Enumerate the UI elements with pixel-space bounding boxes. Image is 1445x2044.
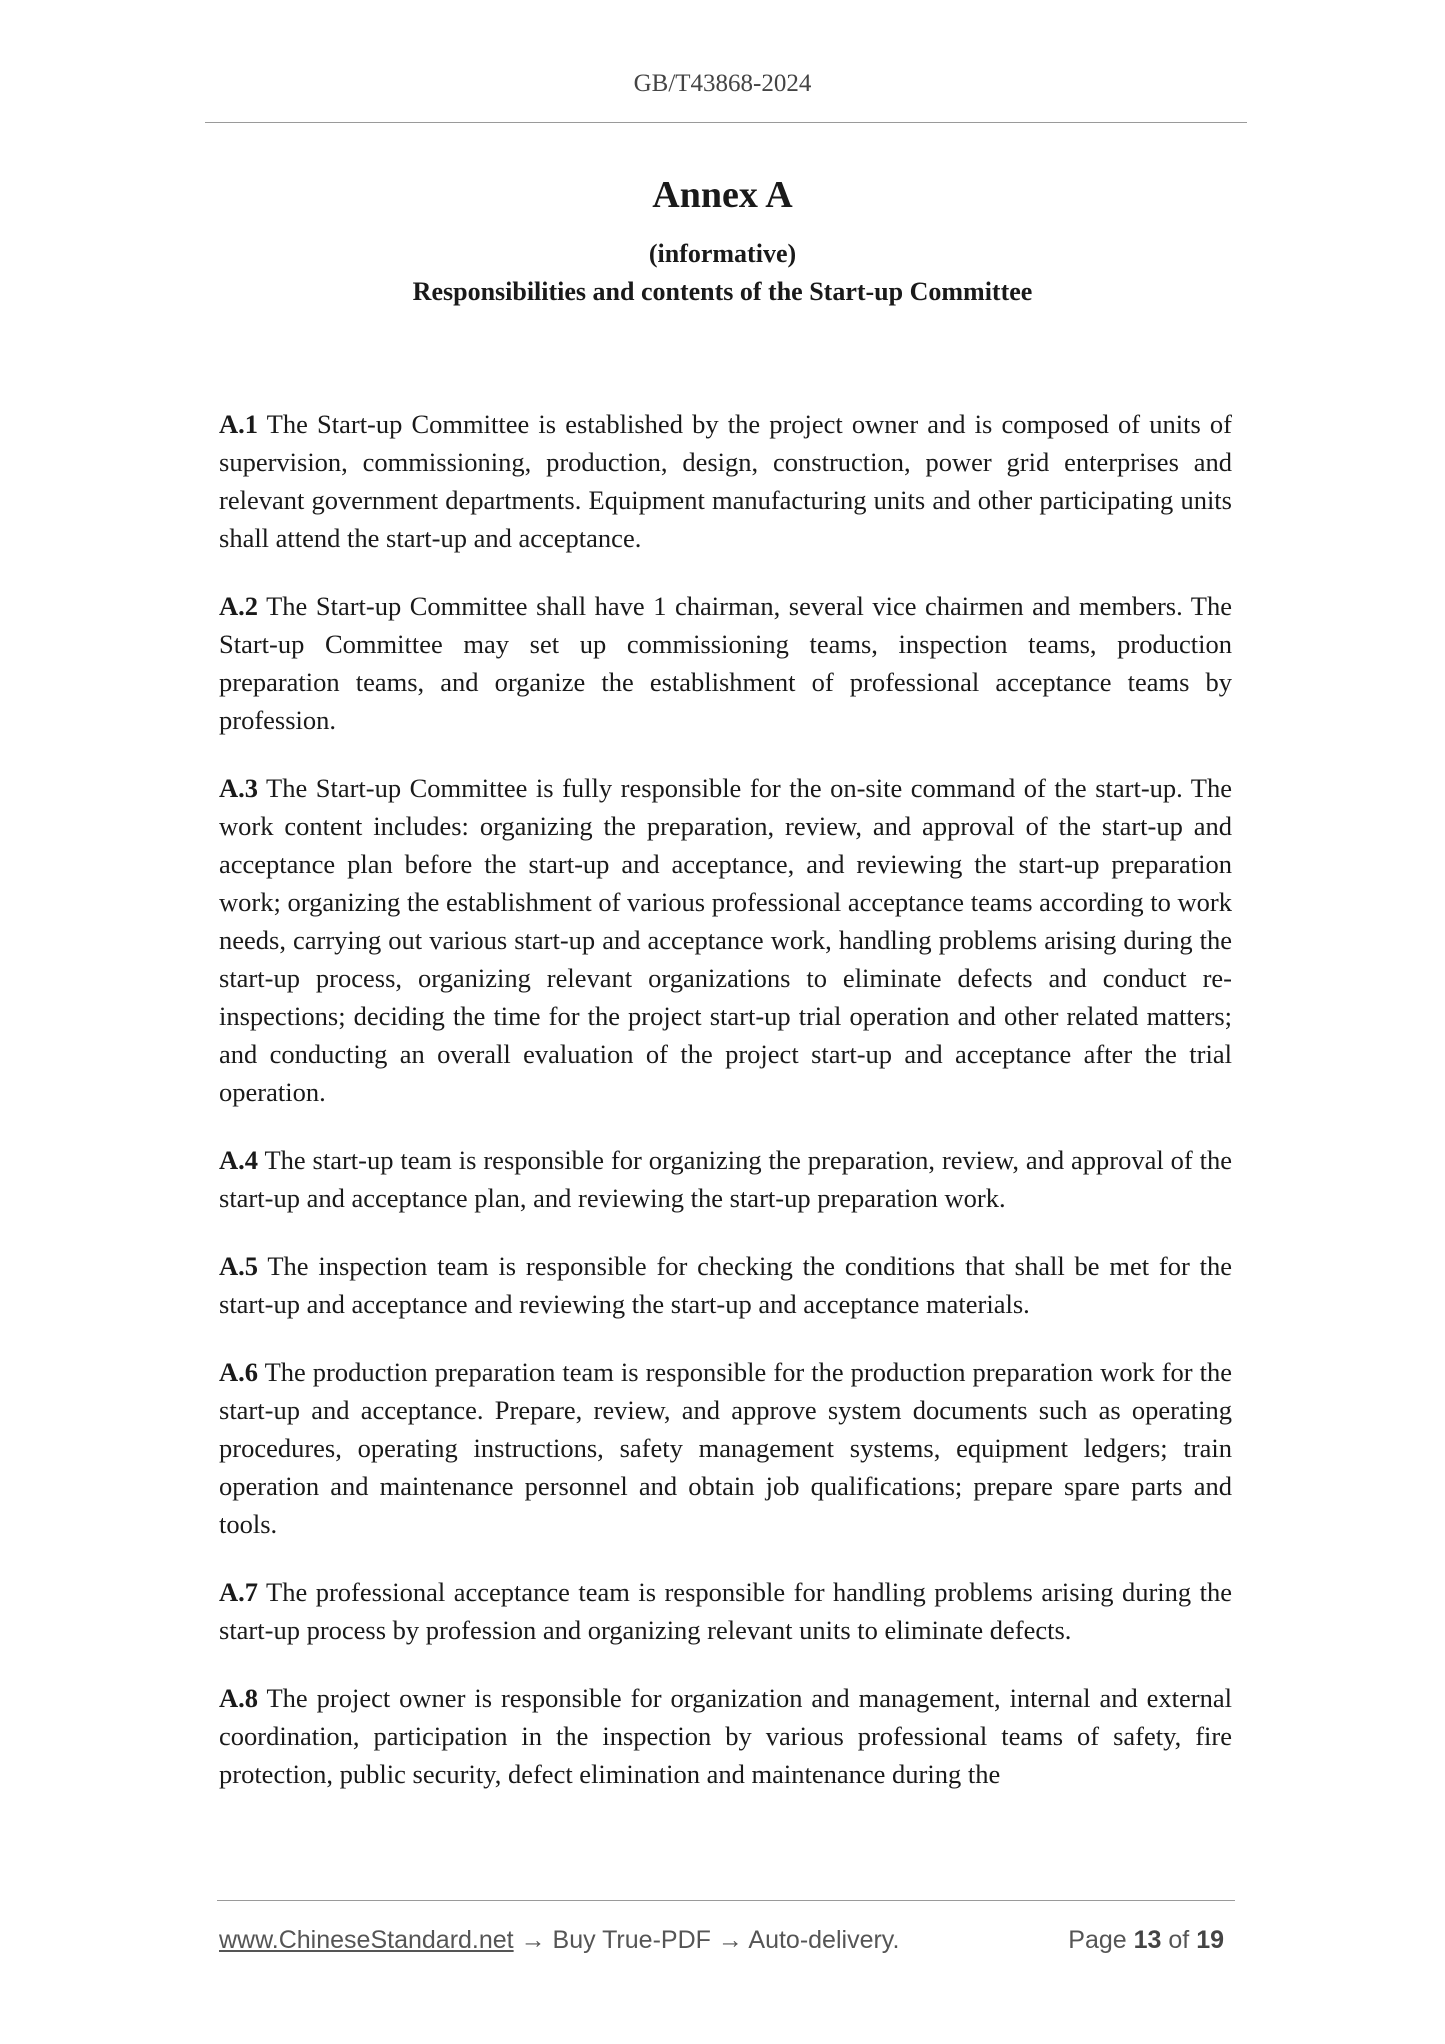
- clause-a6: [219, 1353, 1232, 1543]
- clause-a7: [219, 1573, 1232, 1649]
- clause-text: The start-up team is responsible for organizing the preparation, review, and approval of the start-up and acceptance plan, and reviewing the start-up preparation work.: [219, 1145, 1232, 1213]
- clause-number: A.3: [219, 773, 259, 803]
- annex-title: Annex A: [652, 174, 793, 216]
- clause-a1: [219, 405, 1232, 557]
- clause-text: The project owner is responsible for organization and management, internal and external coordination, participation in the inspection by various professional teams of safety, fire protection, public security, defect elimination and maintenance during the: [219, 1683, 1233, 1789]
- clause-text: The Start-up Committee is fully responsible for the on-site command of the start-up. The work content includes: organizing the preparation, review, and approval of the start-up and acceptance plan before the start-up and acceptance, and reviewing the start-up preparation work; organizing the establishment of various professional acceptance teams according to work needs, carrying out various start-up and acceptance work, handling problems arising during the start-up process, organizing relevant organizations to eliminate defects and conduct re-inspections; deciding the time for the project start-up trial operation and other related matters; and conducting an overall evaluation of the project start-up and acceptance after the trial operation.: [219, 773, 1232, 1107]
- total-page-number: 19: [1196, 1926, 1224, 1954]
- clause-number: A.2: [219, 591, 259, 621]
- annex-subtitle-block: [0, 235, 1445, 311]
- of-label: of: [1168, 1926, 1190, 1954]
- clause-number: A.8: [219, 1683, 259, 1713]
- clause-a5: [219, 1247, 1232, 1323]
- current-page-number: 13: [1133, 1926, 1162, 1954]
- clause-number: A.1: [219, 409, 259, 439]
- footer-divider: [217, 1900, 1235, 1901]
- header-divider: [205, 122, 1247, 123]
- clause-text: The production preparation team is responsible for the production preparation work for the start-up and acceptance. Prepare, review, and approve system documents such as operating procedures, operating instructions, safety management systems, equipment ledgers; train operation and maintenance personnel and obtain job qualifications; prepare spare parts and tools.: [219, 1357, 1232, 1539]
- page-footer: [219, 1920, 1232, 1960]
- page-label: Page: [1068, 1926, 1127, 1954]
- clause-number: A.5: [219, 1251, 259, 1281]
- clause-a8: [219, 1679, 1232, 1793]
- footer-promo-text: → Buy True-PDF → Auto-delivery.: [513, 1926, 900, 1954]
- clause-number: A.6: [219, 1357, 259, 1387]
- clause-text: The Start-up Committee shall have 1 chairman, several vice chairmen and members. The Start-up Committee may set up commissioning teams, inspection teams, production preparation teams, and organize the establishment of professional acceptance teams by profession.: [219, 591, 1232, 735]
- clause-number: A.4: [219, 1145, 259, 1175]
- clause-a2: [219, 587, 1232, 739]
- page-indicator: [1068, 1920, 1224, 1960]
- clause-text: The professional acceptance team is responsible for handling problems arising during the start-up process by profession and organizing relevant units to eliminate defects.: [219, 1577, 1232, 1645]
- annex-type: (informative): [648, 239, 797, 268]
- clause-text: The inspection team is responsible for checking the conditions that shall be met for the start-up and acceptance and reviewing the start-up and acceptance materials.: [219, 1251, 1232, 1319]
- website-link[interactable]: www.ChineseStandard.net: [219, 1926, 514, 1954]
- clause-a3: [219, 769, 1232, 1111]
- annex-body: [219, 405, 1232, 1823]
- clause-text: The Start-up Committee is established by the project owner and is composed of units of supervision, commissioning, production, design, construction, power grid enterprises and relevant government departments. Equipment manufacturing units and other participating units shall attend the start-up and acceptance.: [219, 409, 1232, 553]
- clause-a4: [219, 1141, 1232, 1217]
- document-code-header: GB/T43868-2024: [633, 70, 812, 97]
- clause-number: A.7: [219, 1577, 259, 1607]
- footer-promo: [219, 1920, 899, 1960]
- annex-subtitle: Responsibilities and contents of the Start-up Committee: [412, 277, 1033, 306]
